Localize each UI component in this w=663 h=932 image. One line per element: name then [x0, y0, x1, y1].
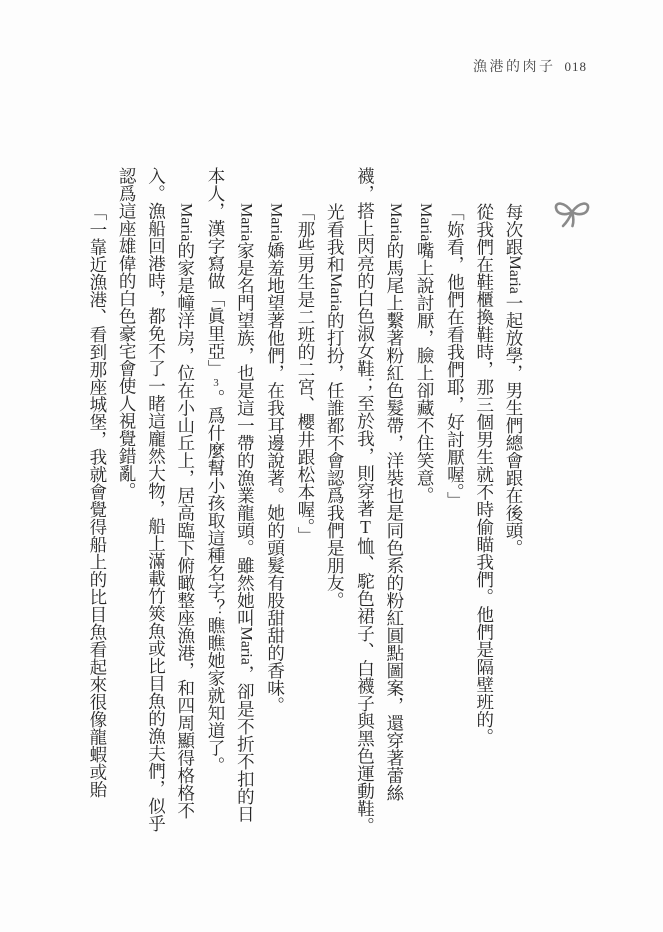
page-number: 018	[564, 59, 587, 74]
text-column: 本人，漢字寫做「眞里亞」3。爲什麼幫小孩取這種名字？瞧瞧她家就知道了。	[206, 167, 227, 774]
text-column: 認爲這座雄偉的白色豪宅會使人視覺錯亂。	[117, 167, 138, 500]
book-title: 漁港的肉子	[473, 60, 556, 75]
ribbon-bow-icon	[552, 197, 592, 233]
text-column: 從我們在鞋櫃換鞋時，那三個男生就不時偷瞄我們。他們是隔壁班的。	[474, 203, 495, 746]
running-header	[473, 56, 587, 76]
text-column: 「一靠近漁港、看到那座城堡，我就會覺得船上的比目魚看起來很像龍蝦或貽	[87, 203, 108, 798]
body-text	[88, 167, 529, 835]
text-column: Maria嘴上說討厭，臉上卻藏不住笑意。	[415, 203, 436, 504]
text-column: Maria的家是幢洋房，位在小山丘上，居高臨下俯瞰整座漁港，和四周顯得格格不	[175, 203, 196, 819]
text-column: Maria的馬尾上繫著粉紅色髮帶，洋裝也是同色系的粉紅圓點圖案，還穿著蕾絲	[384, 203, 405, 802]
text-column: 「那些男生是二班的二宮、櫻井跟松本喔。」	[295, 203, 316, 545]
text-column: 每次跟Maria一起放學，男生們總會跟在後頭。	[504, 203, 524, 557]
text-column: 光看我和Maria的打扮，任誰都不會認爲我們是朋友。	[325, 203, 346, 609]
text-column: Maria嬌羞地望著他們，在我耳邊說著。她的頭髮有股甜甜的香味。	[265, 203, 286, 714]
text-column: 入。漁船回港時，都免不了一睹這龐然大物，船上滿載竹筴魚或比目魚的漁夫們，似乎	[146, 167, 167, 832]
text-column: 襪，搭上閃亮的白色淑女鞋；至於我，則穿著T恤、駝色裙子、白襪子與黑色運動鞋。	[355, 167, 376, 835]
text-column: 「妳看，他們在看我們耶，好討厭喔。」	[445, 203, 466, 510]
text-column: Maria家是名門望族，也是這一帶的漁業龍頭。雖然她叫Maria，卻是不折不扣的日	[235, 203, 256, 823]
